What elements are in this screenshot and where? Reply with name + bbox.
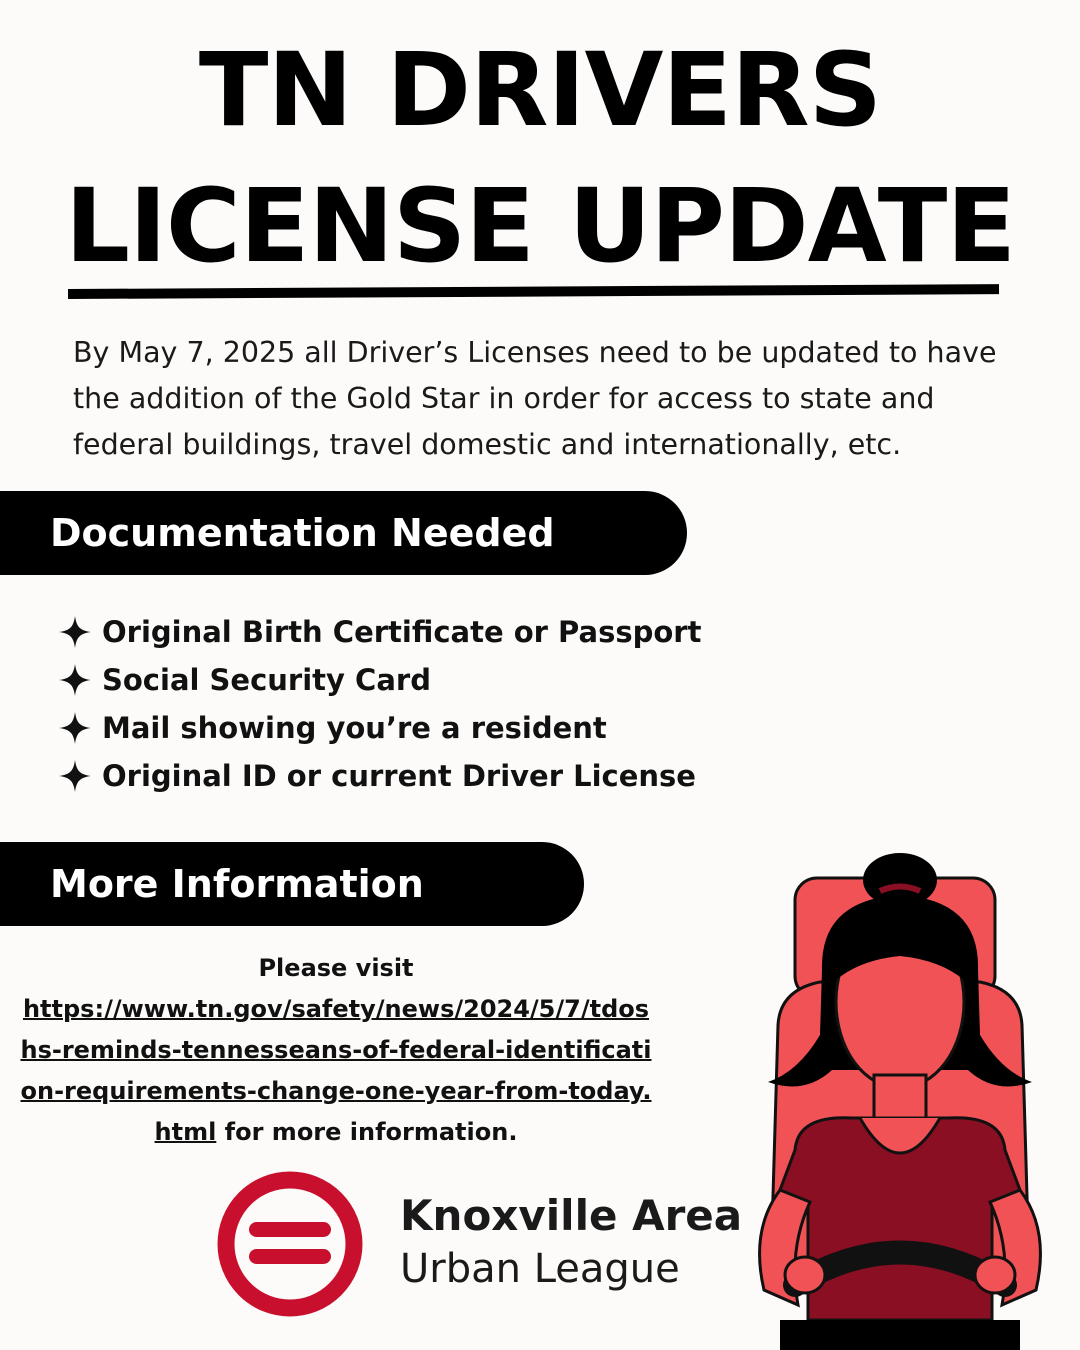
documentation-heading-banner [0,491,687,575]
organization-name-line-1: Knoxville Area [400,1191,743,1240]
list-item [58,656,701,704]
four-point-star-icon [58,759,92,793]
list-item-label: Original Birth Certificate or Passport [102,615,702,649]
organization-name-line-2: Urban League [400,1246,680,1292]
info-link[interactable]: https://www.tn.gov/safety/news/2024/5/7/tdoshs-reminds-tennesseans-of-federal-identification-requirements-change-one-year-from-today.html [20,995,652,1146]
documentation-heading: Documentation Needed [50,511,555,555]
more-info-text [18,948,654,1153]
more-info-heading-banner [0,842,584,926]
four-point-star-icon [58,615,92,649]
list-item-label: Social Security Card [102,663,431,697]
title-line-1: TN DRIVERS [198,31,882,150]
intro-paragraph: By May 7, 2025 all Driver’s Licenses need to be updated to have the addition of the Gold Star in order for access to state and federal buildings, travel domestic and internationally, etc. [73,336,997,461]
title-line-2: LICENSE UPDATE [64,167,1016,286]
documentation-list [58,608,701,800]
list-item [58,704,701,752]
list-item [58,608,701,656]
equality-circle-logo [216,1170,364,1318]
visit-suffix: for more information. [216,1118,518,1146]
more-info-heading: More Information [50,862,424,906]
title-underline [68,284,999,299]
list-item-label: Mail showing you’re a resident [102,711,607,745]
four-point-star-icon [58,663,92,697]
driver-woman-illustration [740,850,1060,1350]
list-item [58,752,701,800]
list-item-label: Original ID or current Driver License [102,759,696,793]
four-point-star-icon [58,711,92,745]
visit-prefix: Please visit [258,954,414,982]
organization-name [400,1190,742,1296]
